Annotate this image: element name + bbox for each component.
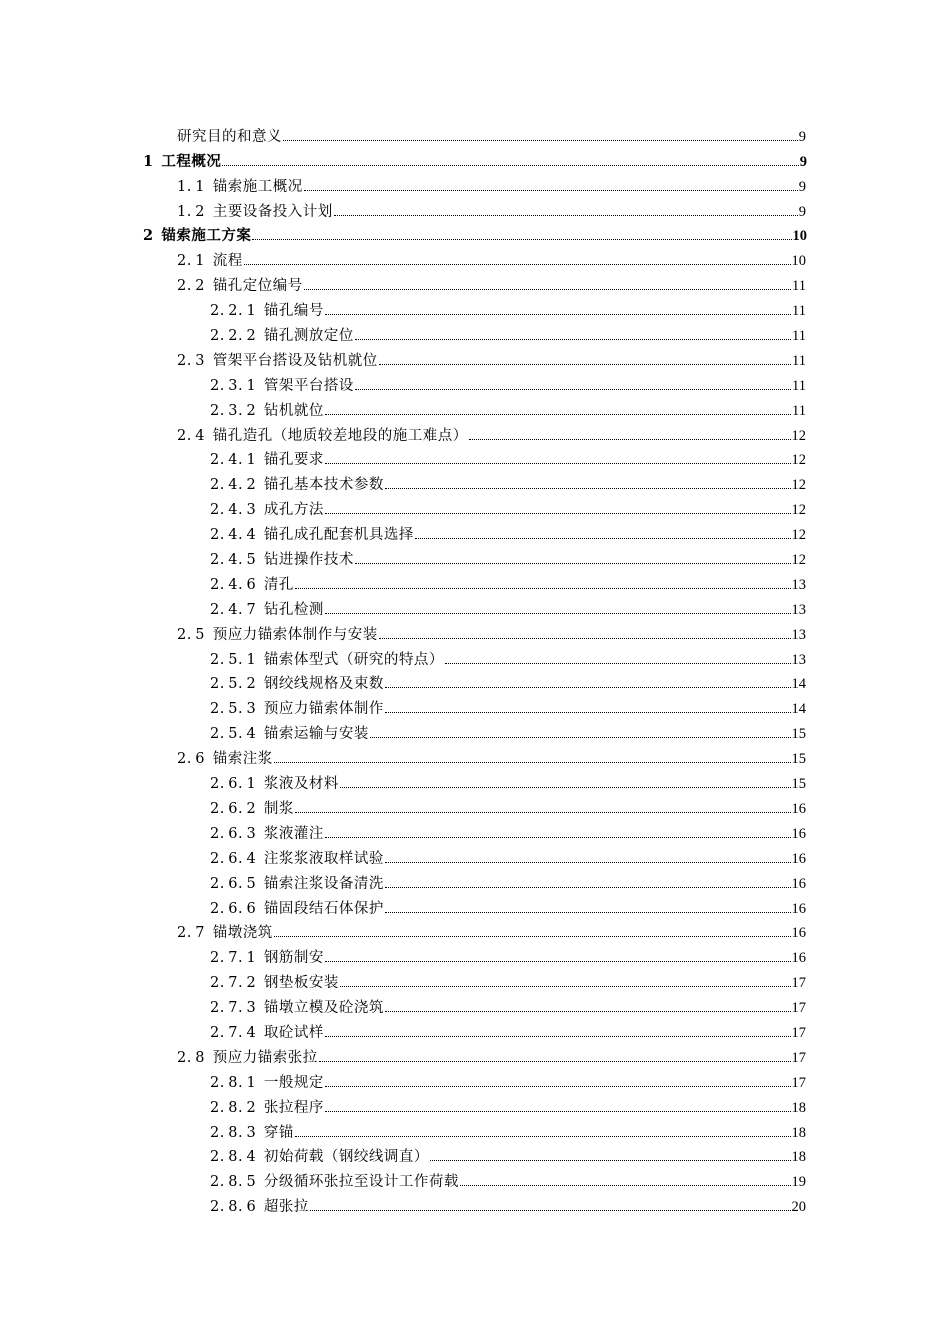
toc-entry-page-number: 16: [791, 900, 806, 917]
dot-leader: [295, 812, 791, 813]
toc-entry-title: 2. 7. 4 取砼试样: [210, 1024, 324, 1041]
dot-leader: [325, 837, 791, 838]
toc-entry[interactable]: [0, 572, 950, 597]
dot-leader: [325, 463, 791, 464]
toc-entry[interactable]: [0, 373, 950, 398]
toc-entry-title: 2. 5. 2 钢绞线规格及束数: [210, 676, 384, 693]
dot-leader: [325, 414, 791, 415]
toc-entry-title: 2. 4. 5 钻进操作技术: [210, 552, 354, 569]
toc-entry-title: 2. 7. 3 锚墩立模及砼浇筑: [210, 1000, 384, 1017]
toc-entry[interactable]: [0, 248, 950, 273]
dot-leader: [325, 513, 791, 514]
toc-entry-title: 2. 8. 6 超张拉: [210, 1199, 309, 1216]
dot-leader: [469, 439, 791, 440]
toc-entry[interactable]: [0, 1145, 950, 1170]
toc-entry[interactable]: [0, 149, 950, 174]
toc-entry[interactable]: [0, 398, 950, 423]
toc-entry[interactable]: [0, 995, 950, 1020]
toc-entry-page-number: 12: [791, 477, 806, 494]
toc-entry-page-number: 11: [792, 328, 806, 345]
toc-entry-title: 2. 8. 5 分级循环张拉至设计工作荷载: [210, 1174, 459, 1191]
toc-entry-title: 2. 8. 1 一般规定: [210, 1074, 324, 1091]
toc-entry-page-number: 13: [791, 601, 806, 618]
toc-entry-title: 2. 1 流程: [177, 253, 243, 270]
toc-entry[interactable]: [0, 1070, 950, 1095]
dot-leader: [385, 887, 791, 888]
toc-entry[interactable]: [0, 846, 950, 871]
dot-leader: [325, 314, 791, 315]
dot-leader: [244, 264, 791, 265]
dot-leader: [355, 563, 791, 564]
dot-leader: [295, 1136, 791, 1137]
toc-entry-title: 2. 8. 3 穿锚: [210, 1124, 294, 1141]
dot-leader: [325, 1111, 791, 1112]
toc-entry[interactable]: [0, 672, 950, 697]
dot-leader: [274, 762, 791, 763]
toc-entry-page-number: 16: [791, 950, 806, 967]
toc-entry[interactable]: [0, 298, 950, 323]
toc-entry-page-number: 17: [791, 1024, 806, 1041]
toc-entry[interactable]: [0, 497, 950, 522]
toc-entry-title: 2. 6. 2 制浆: [210, 800, 294, 817]
dot-leader: [385, 687, 791, 688]
toc-entry[interactable]: [0, 124, 950, 149]
toc-entry-page-number: 9: [798, 178, 806, 195]
toc-entry-page-number: 13: [791, 626, 806, 643]
toc-entry[interactable]: [0, 970, 950, 995]
dot-leader: [325, 613, 791, 614]
toc-entry-page-number: 15: [791, 751, 806, 768]
toc-entry[interactable]: [0, 1169, 950, 1194]
toc-entry-title: 2. 3. 2 钻机就位: [210, 402, 324, 419]
dot-leader: [415, 538, 791, 539]
toc-entry-title: 2. 4. 1 锚孔要求: [210, 452, 324, 469]
toc-entry-page-number: 20: [791, 1199, 806, 1216]
toc-entry[interactable]: [0, 472, 950, 497]
toc-entry-title: 2. 5. 1 锚索体型式（研究的特点）: [210, 651, 444, 668]
toc-entry-page-number: 18: [791, 1149, 806, 1166]
toc-entry-title: 2. 2. 2 锚孔测放定位: [210, 328, 354, 345]
toc-entry-title: 2. 5. 3 预应力锚索体制作: [210, 701, 384, 718]
toc-entry-title: 2. 7. 1 钢筋制安: [210, 950, 324, 967]
dot-leader: [385, 712, 791, 713]
toc-entry[interactable]: [0, 1194, 950, 1219]
toc-entry-title: 2. 6. 5 锚索注浆设备清洗: [210, 875, 384, 892]
dot-leader: [430, 1160, 791, 1161]
toc-entry[interactable]: [0, 199, 950, 224]
toc-entry-title: 2. 7 锚墩浇筑: [177, 925, 273, 942]
toc-entry[interactable]: [0, 746, 950, 771]
toc-entry-title: 2. 8 预应力锚索张拉: [177, 1049, 318, 1066]
toc-entry-page-number: 13: [791, 576, 806, 593]
toc-entry[interactable]: [0, 871, 950, 896]
dot-leader: [340, 986, 791, 987]
toc-entry-page-number: 17: [791, 1000, 806, 1017]
dot-leader: [310, 1210, 791, 1211]
toc-entry-title: 2 锚索施工方案: [143, 227, 252, 245]
dot-leader: [460, 1185, 791, 1186]
toc-entry[interactable]: [0, 522, 950, 547]
toc-entry-page-number: 12: [791, 427, 806, 444]
toc-entry-page-number: 19: [791, 1174, 806, 1191]
toc-entry-page-number: 17: [791, 975, 806, 992]
toc-entry-title: 2. 8. 2 张拉程序: [210, 1099, 324, 1116]
toc-entry-title: 2. 4. 4 锚孔成孔配套机具选择: [210, 527, 414, 544]
dot-leader: [334, 215, 798, 216]
dot-leader: [325, 1086, 791, 1087]
toc-entry-page-number: 18: [791, 1099, 806, 1116]
toc-entry-page-number: 17: [791, 1074, 806, 1091]
toc-entry[interactable]: [0, 174, 950, 199]
dot-leader: [340, 787, 791, 788]
toc-entry-title: 研究目的和意义: [177, 128, 282, 145]
toc-entry-page-number: 11: [792, 402, 806, 419]
toc-entry-title: 2. 8. 4 初始荷载（钢绞线调直）: [210, 1149, 429, 1166]
toc-entry[interactable]: [0, 921, 950, 946]
toc-entry-page-number: 17: [791, 1049, 806, 1066]
toc-entry-title: 2. 6 锚索注浆: [177, 751, 273, 768]
toc-entry-page-number: 10: [792, 228, 807, 245]
toc-entry-title: 2. 7. 2 钢垫板安装: [210, 975, 339, 992]
dot-leader: [355, 339, 791, 340]
toc-entry-title: 2. 4. 3 成孔方法: [210, 502, 324, 519]
dot-leader: [252, 239, 791, 240]
dot-leader: [385, 488, 791, 489]
toc-entry-title: 2. 4. 6 清孔: [210, 576, 294, 593]
toc-entry-page-number: 18: [791, 1124, 806, 1141]
toc-entry-page-number: 14: [791, 701, 806, 718]
toc-entry-page-number: 15: [791, 776, 806, 793]
toc-entry-page-number: 16: [791, 925, 806, 942]
toc-entry-page-number: 16: [791, 800, 806, 817]
toc-entry[interactable]: [0, 1095, 950, 1120]
dot-leader: [222, 165, 798, 166]
toc-entry-page-number: 11: [792, 278, 806, 295]
toc-entry-title: 2. 6. 6 锚固段结石体保护: [210, 900, 384, 917]
dot-leader: [319, 1061, 791, 1062]
dot-leader: [304, 289, 791, 290]
toc-entry-page-number: 16: [791, 875, 806, 892]
toc-entry-title: 1 工程概况: [143, 152, 222, 170]
toc-entry-title: 1. 2 主要设备投入计划: [177, 203, 333, 220]
toc-entry[interactable]: [0, 224, 950, 249]
dot-leader: [385, 862, 791, 863]
toc-entry[interactable]: [0, 1045, 950, 1070]
dot-leader: [283, 140, 798, 141]
toc-entry-title: 2. 6. 3 浆液灌注: [210, 825, 324, 842]
dot-leader: [304, 190, 798, 191]
table-of-contents: [0, 124, 950, 1219]
toc-entry-page-number: 12: [791, 527, 806, 544]
toc-entry-title: 2. 3. 1 管架平台搭设: [210, 377, 354, 394]
toc-entry-title: 2. 2. 1 锚孔编号: [210, 303, 324, 320]
toc-entry[interactable]: [0, 423, 950, 448]
dot-leader: [295, 588, 791, 589]
toc-entry[interactable]: [0, 273, 950, 298]
toc-entry[interactable]: [0, 771, 950, 796]
toc-entry-title: 2. 4 锚孔造孔（地质较差地段的施工难点）: [177, 427, 468, 444]
toc-entry-page-number: 12: [791, 502, 806, 519]
toc-entry-page-number: 13: [791, 651, 806, 668]
dot-leader: [385, 1011, 791, 1012]
toc-entry-title: 2. 4. 7 钻孔检测: [210, 601, 324, 618]
toc-entry-page-number: 14: [791, 676, 806, 693]
toc-entry[interactable]: [0, 647, 950, 672]
toc-entry-page-number: 12: [791, 452, 806, 469]
toc-entry-title: 2. 5 预应力锚索体制作与安装: [177, 626, 378, 643]
dot-leader: [385, 912, 791, 913]
dot-leader: [325, 961, 791, 962]
toc-entry-page-number: 15: [791, 726, 806, 743]
toc-entry[interactable]: [0, 1020, 950, 1045]
toc-entry[interactable]: [0, 721, 950, 746]
dot-leader: [325, 1036, 791, 1037]
toc-entry-page-number: 10: [791, 253, 806, 270]
toc-entry[interactable]: [0, 796, 950, 821]
toc-entry-title: 2. 5. 4 锚索运输与安装: [210, 726, 369, 743]
dot-leader: [445, 663, 791, 664]
toc-entry-page-number: 11: [792, 352, 806, 369]
toc-entry-page-number: 11: [792, 377, 806, 394]
toc-entry-page-number: 9: [798, 203, 806, 220]
toc-entry-title: 2. 3 管架平台搭设及钻机就位: [177, 352, 378, 369]
toc-entry-title: 2. 4. 2 锚孔基本技术参数: [210, 477, 384, 494]
toc-entry-title: 2. 2 锚孔定位编号: [177, 278, 303, 295]
dot-leader: [355, 389, 791, 390]
toc-entry[interactable]: [0, 323, 950, 348]
toc-entry[interactable]: [0, 945, 950, 970]
toc-entry[interactable]: [0, 597, 950, 622]
toc-entry-page-number: 12: [791, 552, 806, 569]
dot-leader: [379, 638, 791, 639]
toc-entry[interactable]: [0, 896, 950, 921]
toc-entry-page-number: 9: [799, 153, 807, 170]
toc-entry[interactable]: [0, 547, 950, 572]
toc-entry[interactable]: [0, 821, 950, 846]
toc-entry-page-number: 11: [792, 303, 806, 320]
dot-leader: [379, 364, 791, 365]
dot-leader: [274, 936, 791, 937]
toc-entry[interactable]: [0, 1120, 950, 1145]
toc-entry-title: 2. 6. 1 浆液及材料: [210, 776, 339, 793]
dot-leader: [370, 737, 791, 738]
toc-entry[interactable]: [0, 696, 950, 721]
toc-entry-page-number: 16: [791, 825, 806, 842]
toc-entry[interactable]: [0, 622, 950, 647]
toc-entry[interactable]: [0, 448, 950, 473]
toc-entry-page-number: 16: [791, 850, 806, 867]
toc-entry-title: 1. 1 锚索施工概况: [177, 178, 303, 195]
toc-entry-page-number: 9: [798, 128, 806, 145]
toc-entry[interactable]: [0, 348, 950, 373]
toc-entry-title: 2. 6. 4 注浆浆液取样试验: [210, 850, 384, 867]
